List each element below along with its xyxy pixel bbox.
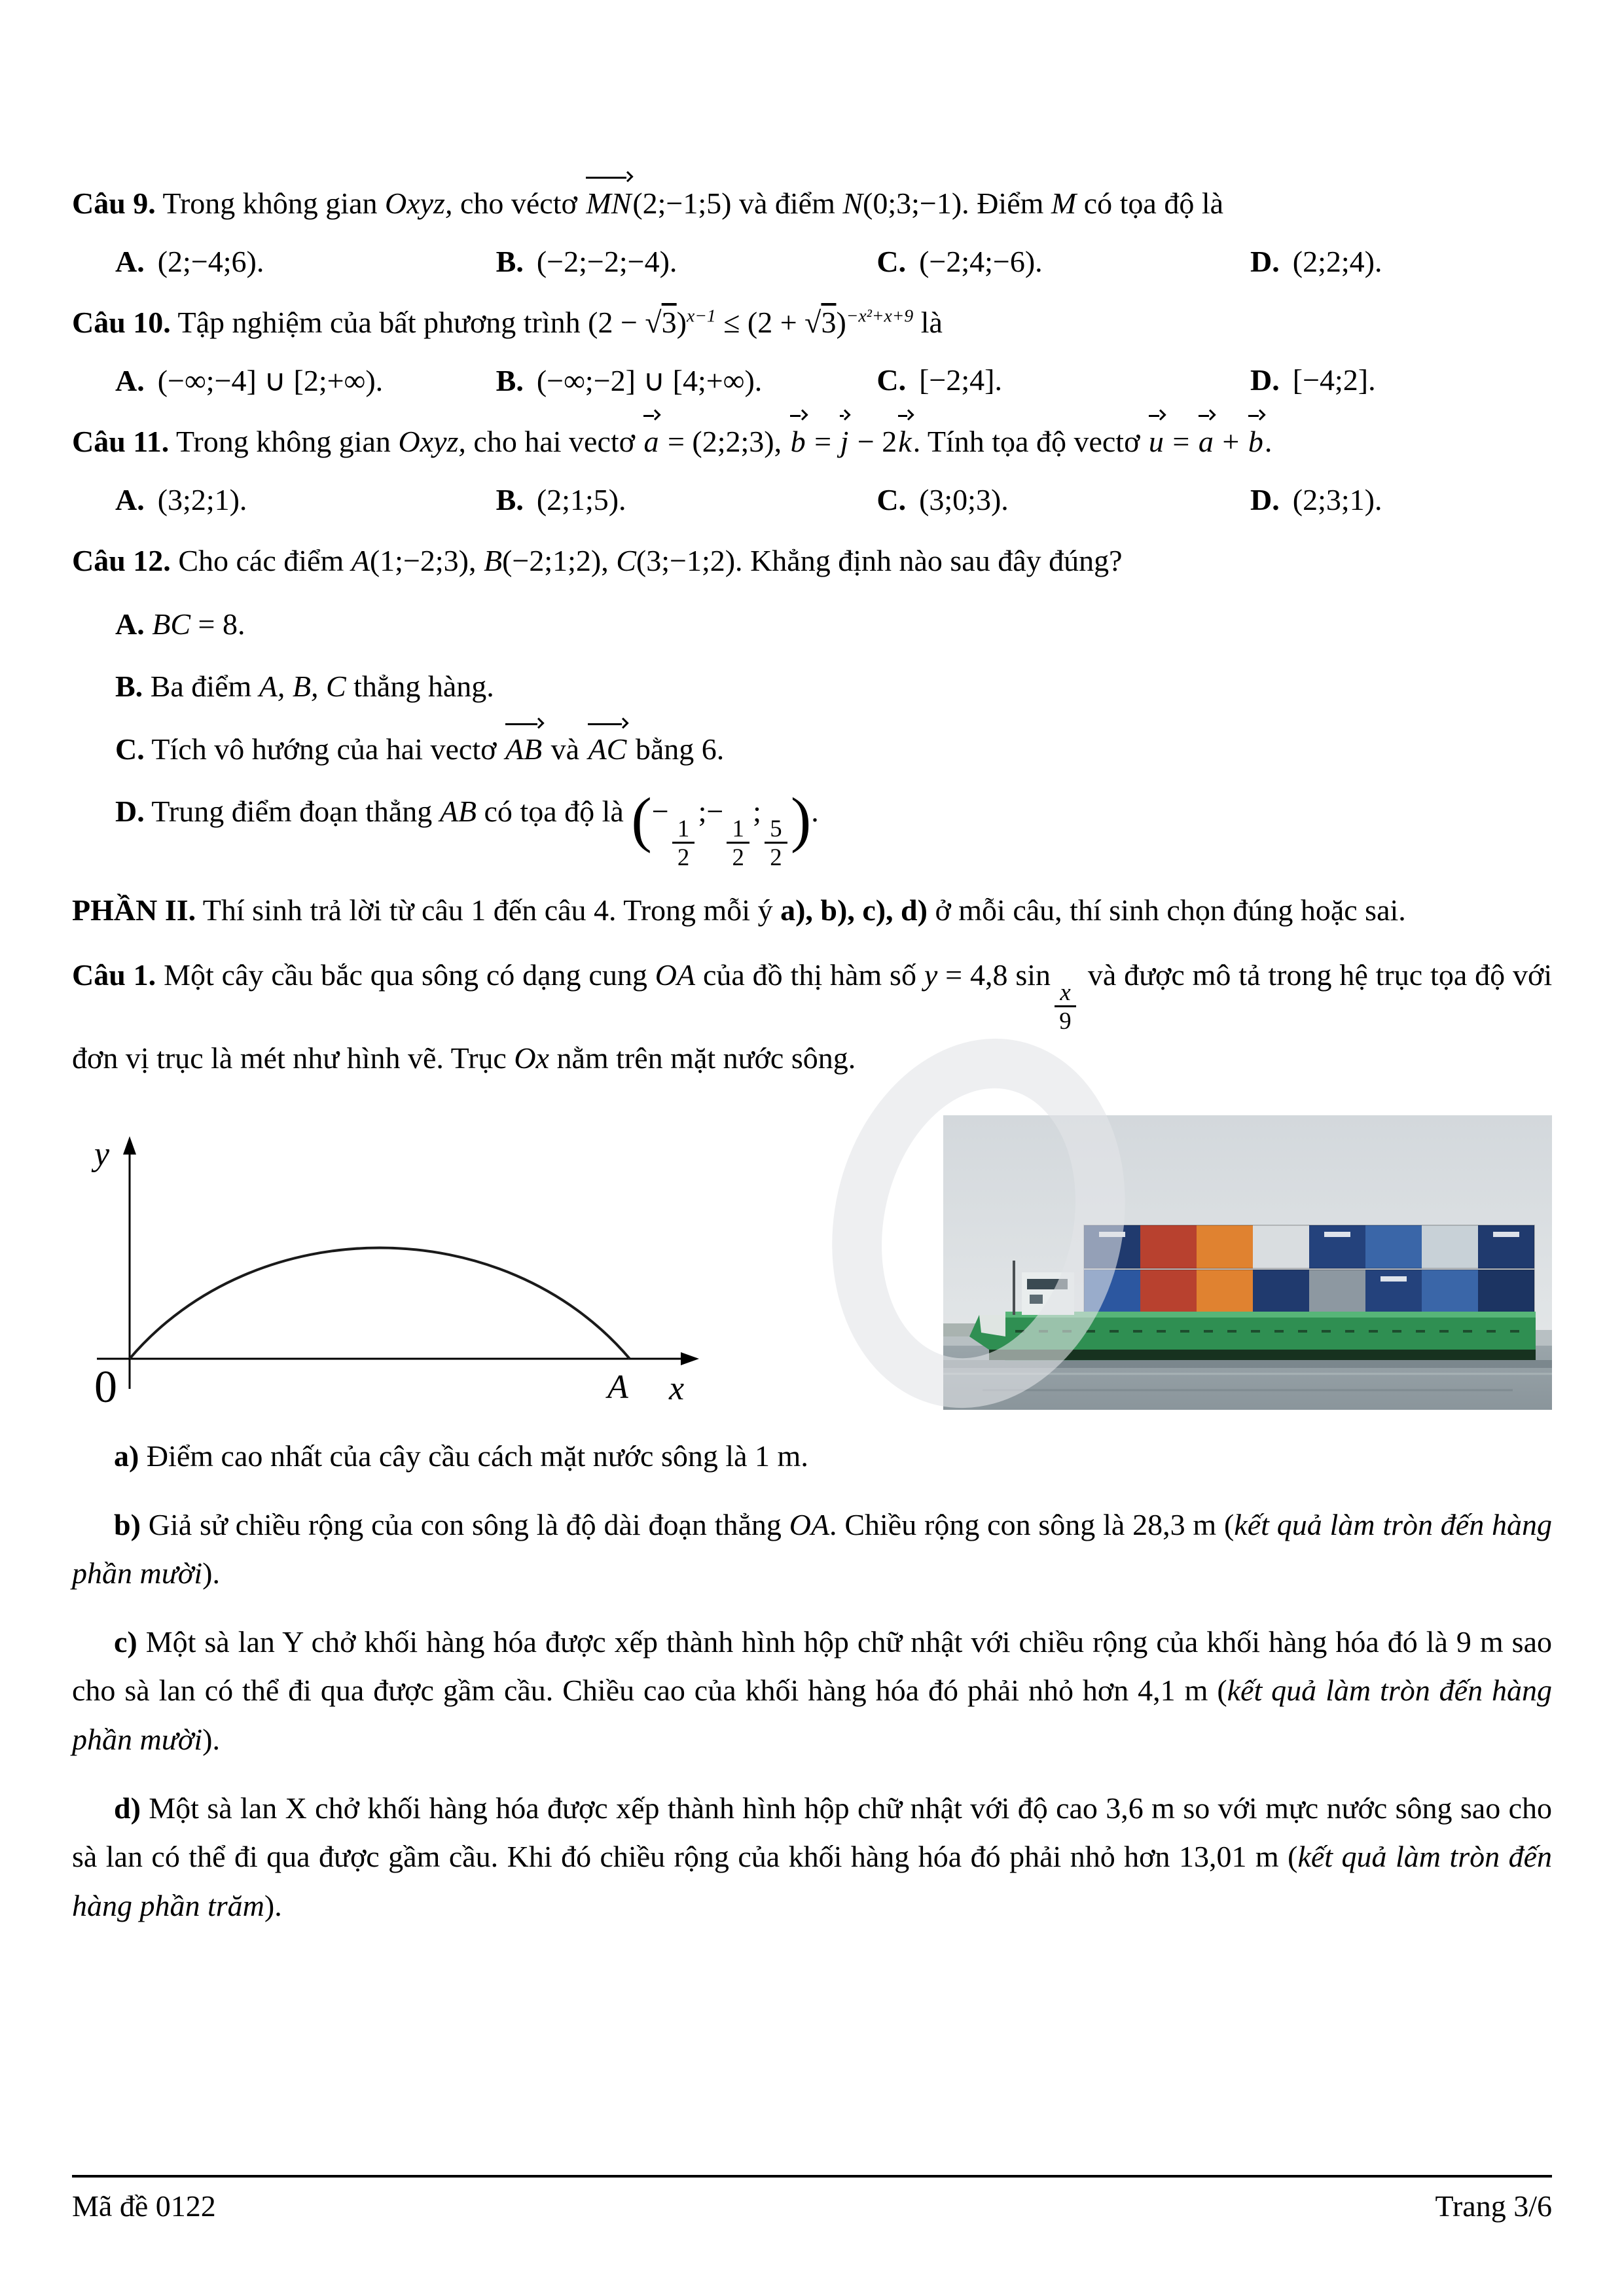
- q12-d-frac1-den: 2: [677, 843, 690, 870]
- footer-page-number: Trang 3/6: [1435, 2189, 1552, 2223]
- q11-option-c: [876, 482, 1250, 517]
- q11-option-a: [115, 482, 496, 517]
- q12-d-frac3-den: 2: [770, 843, 782, 870]
- q10-text-1: Tập nghiệm của bất phương trình: [177, 305, 581, 339]
- q11-text-8: =: [1172, 425, 1190, 459]
- q10-radicand-2: 3: [821, 305, 837, 339]
- q10-relation: ≤: [723, 305, 740, 339]
- question-10-options: [72, 363, 1552, 398]
- q11-option-d: [1250, 482, 1552, 517]
- bridge-arc-curve: [130, 1248, 630, 1359]
- q12-option-d-ab: AB: [439, 794, 477, 828]
- q12-d-sep-1: ;−: [698, 794, 724, 828]
- q9-option-c: [876, 244, 1250, 279]
- q11-text-1: Trong không gian: [175, 425, 391, 459]
- q10-text-2: là: [920, 305, 943, 339]
- statement-d-key: d): [114, 1791, 141, 1825]
- q10-option-a: [115, 363, 496, 398]
- q12-coords-c: (3;−1;2).: [636, 543, 743, 577]
- q11-option-d-key: D.: [1250, 482, 1280, 516]
- q10-base-2: (2 + √: [747, 305, 821, 339]
- q10-option-a-value: (−∞;−4] ∪ [2;+∞).: [157, 364, 384, 398]
- statement-a: [72, 1432, 1552, 1481]
- c1-formula-eq: = 4,8 sin: [945, 958, 1051, 992]
- q9-option-b-key: B.: [496, 244, 524, 278]
- q12-option-b-key: B.: [115, 670, 143, 704]
- part-2-label: PHẦN II.: [72, 893, 196, 927]
- q12-coords-b: (−2;1;2),: [502, 543, 609, 577]
- question-12-label: Câu 12.: [72, 543, 171, 577]
- container-barge-photo: [943, 1115, 1552, 1410]
- q10-option-a-key: A.: [115, 364, 145, 398]
- statement-b-key: b): [114, 1507, 141, 1541]
- question-9-options: [72, 244, 1552, 279]
- part2-question-1: [72, 951, 1552, 1083]
- q12-option-d-key: D.: [115, 794, 145, 828]
- q11-text-4: =: [814, 425, 832, 459]
- q12-d-fraction-1: [672, 815, 695, 870]
- statement-b-oa: OA: [789, 1507, 830, 1541]
- sine-bridge-graph: [72, 1128, 720, 1410]
- q9-text-5: có tọa độ là: [1083, 187, 1224, 220]
- q10-radicand-1: 3: [661, 305, 677, 339]
- q11-vector-k: k: [897, 418, 912, 467]
- statement-b-text-1: Giả sử chiều rộng của con sông là độ dài đoạn thẳng: [148, 1507, 782, 1541]
- q12-option-c-text-1: Tích vô hướng của hai vectơ: [151, 732, 497, 766]
- q11-text-9: +: [1222, 425, 1240, 459]
- q12-coords-a: (1;−2;3),: [369, 543, 477, 577]
- q12-d-frac2-den: 2: [732, 843, 744, 870]
- q9-option-a-value: (2;−4;6).: [157, 244, 264, 278]
- q10-option-b: [496, 363, 877, 398]
- q12-text-1: Cho các điểm: [178, 543, 344, 577]
- c1-text-1: Một cây cầu bắc qua sông có dạng cung: [164, 958, 647, 992]
- q11-option-b: [496, 482, 877, 517]
- q12-text-2: Khẳng định nào sau đây đúng?: [750, 543, 1123, 577]
- q10-option-d: [1250, 363, 1552, 398]
- q12-option-c-text-3: bằng 6.: [635, 732, 725, 766]
- q12-d-frac2-num: 1: [727, 815, 749, 844]
- y-axis-arrow-icon: [123, 1136, 136, 1155]
- q11-option-b-key: B.: [496, 482, 524, 516]
- question-10-label: Câu 10.: [72, 305, 171, 339]
- graph-a-label: A: [607, 1369, 628, 1407]
- q9-text-3: và điểm: [738, 187, 835, 220]
- q9-text-4: Điểm: [977, 187, 1044, 220]
- q10-option-c: [876, 363, 1250, 398]
- part-2-text-2: ở mỗi câu, thí sinh chọn đúng hoặc sai.: [935, 893, 1406, 927]
- q10-base-1: (2 − √: [588, 305, 662, 339]
- q12-option-c-key: C.: [115, 732, 145, 766]
- q11-option-c-key: C.: [876, 482, 907, 516]
- question-9-label: Câu 9.: [72, 187, 156, 220]
- q11-vector-b2: b: [1247, 418, 1265, 467]
- part-2-text-1: Thí sinh trả lời từ câu 1 đến câu 4. Trong mỗi ý: [202, 893, 773, 927]
- q12-option-a-key: A.: [115, 607, 145, 641]
- q11-oxyz: Oxyz,: [398, 425, 466, 459]
- statement-b: [72, 1501, 1552, 1598]
- q12-d-frac1-num: 1: [672, 815, 695, 844]
- q11-text-7: Tính tọa độ vectơ: [927, 425, 1140, 459]
- q9-option-d-value: (2;2;4).: [1292, 244, 1382, 278]
- q9-coords-n: (0;3;−1).: [863, 187, 969, 220]
- statement-c: [72, 1618, 1552, 1765]
- statement-b-italic: kết quả làm tròn đến hàng phần mười: [72, 1507, 1553, 1590]
- q12-option-b: [72, 663, 1552, 709]
- q11-text-2: cho hai vectơ: [473, 425, 635, 459]
- q9-option-a: [115, 244, 496, 279]
- c1-fraction: [1054, 978, 1077, 1034]
- q9-option-a-key: A.: [115, 244, 145, 278]
- q9-vector-mn: MN: [585, 179, 632, 228]
- statement-c-text-1: Một sà lan Y chở khối hàng hóa được xếp thành hình hộp chữ nhật với chiều rộng của khối hàng hóa đó là 9 m sao cho sà lan có thể đi qua được gầm cầu. Chiều cao của khối hàng hóa đó phải nhỏ hơn 4,1 m (: [72, 1624, 1552, 1708]
- q12-point-c: C: [616, 543, 636, 577]
- question-10: [72, 298, 1552, 348]
- question-12: [72, 537, 1552, 586]
- c1-text-4: nằm trên mặt nước sông.: [556, 1041, 856, 1075]
- q12-option-d-coords: [631, 785, 819, 870]
- q9-oxyz: Oxyz,: [384, 187, 453, 220]
- q9-option-b: [496, 244, 877, 279]
- question-11-options: [72, 482, 1552, 517]
- q12-option-a: [72, 601, 1552, 647]
- q10-base-2-close: ): [836, 305, 846, 339]
- q12-d-sep-2: ;: [753, 794, 761, 828]
- q11-vector-a: a: [642, 418, 660, 467]
- q9-text-2: cho véctơ: [460, 187, 577, 220]
- q11-text-6: .: [912, 425, 921, 459]
- q10-exponent-2: −x²+x+9: [846, 305, 914, 326]
- statement-c-key: c): [114, 1624, 137, 1659]
- q9-point-m: M: [1051, 187, 1077, 220]
- statement-c-italic: kết quả làm tròn đến hàng phần mười: [72, 1674, 1552, 1756]
- question-9: [72, 179, 1552, 228]
- c1-fraction-num: x: [1055, 978, 1076, 1007]
- q9-option-c-key: C.: [876, 244, 907, 278]
- q12-option-a-math: BC: [152, 607, 191, 641]
- q10-option-d-key: D.: [1250, 363, 1280, 397]
- q11-text-3: = (2;2;3),: [667, 425, 782, 459]
- q10-base-1-close: ): [676, 305, 687, 339]
- q12-d-minus: −: [651, 794, 669, 828]
- c1-oa: OA: [655, 958, 696, 992]
- barge-hull: [969, 1312, 1536, 1361]
- c1-text-2: của đồ thị hàm số: [702, 958, 916, 992]
- statement-b-text-3: ).: [202, 1556, 220, 1590]
- statement-d: [72, 1784, 1552, 1931]
- q11-vector-u: u: [1147, 418, 1165, 467]
- c1-formula-y: y: [924, 958, 938, 992]
- q10-option-c-key: C.: [876, 363, 907, 397]
- statement-c-text-2: ).: [202, 1723, 220, 1756]
- q9-option-d: [1250, 244, 1552, 279]
- q11-text-5: − 2: [857, 425, 897, 459]
- q11-option-a-key: A.: [115, 482, 145, 516]
- graph-y-label: y: [94, 1136, 110, 1174]
- q12-option-b-text-2: thẳng hàng.: [353, 670, 494, 704]
- statement-b-text-2: . Chiều rộng con sông là 28,3 m (: [829, 1507, 1235, 1541]
- q12-option-b-math: A, B, C: [259, 670, 346, 704]
- q12-d-close-paren: ): [790, 785, 812, 854]
- q12-d-end: .: [811, 794, 819, 828]
- q12-d-fraction-2: [727, 815, 749, 870]
- q11-option-b-value: (2;1;5).: [536, 482, 626, 516]
- q12-vector-ab: AB: [504, 726, 543, 772]
- part2-q1-label: Câu 1.: [72, 958, 156, 992]
- c1-text-3: và được mô tả trong hệ trục tọa độ với đơn vị trục là mét như hình vẽ. Trục: [72, 958, 1553, 1075]
- question-11-label: Câu 11.: [72, 425, 170, 459]
- q9-text-1: Trong không gian: [162, 187, 378, 220]
- c1-formula: [924, 958, 1080, 1034]
- q12-d-open-paren: (: [631, 785, 652, 854]
- q12-point-b: B: [483, 543, 503, 577]
- q10-option-c-value: [−2;4].: [919, 363, 1002, 397]
- q12-d-fraction-3: [765, 815, 787, 870]
- q11-option-d-value: (2;3;1).: [1292, 482, 1382, 516]
- barge-containers: [1084, 1225, 1534, 1313]
- statement-d-text-2: ).: [264, 1888, 282, 1922]
- q10-option-b-key: B.: [496, 364, 524, 398]
- figure-row: [72, 1115, 1552, 1410]
- q12-point-a: A: [351, 543, 370, 577]
- q10-option-b-value: (−∞;−2] ∪ [4;+∞).: [536, 364, 763, 398]
- c1-ox: Ox: [514, 1041, 549, 1075]
- q9-option-d-key: D.: [1250, 244, 1280, 278]
- q12-option-b-text-1: Ba điểm: [150, 670, 252, 704]
- q9-coords-mn: (2;−1;5): [632, 187, 732, 220]
- q11-text-10: .: [1264, 425, 1272, 459]
- q11-vector-a2: a: [1197, 418, 1215, 467]
- q10-exponent-1: x−1: [687, 305, 716, 326]
- q9-point-n: N: [842, 187, 863, 220]
- q11-option-c-value: (3;0;3).: [919, 482, 1009, 516]
- x-axis-arrow-icon: [681, 1352, 699, 1365]
- q11-vector-j: j: [839, 418, 850, 467]
- q11-option-a-value: (3;2;1).: [157, 482, 247, 516]
- part-2-header: [72, 886, 1552, 935]
- q12-option-d-text-2: có tọa độ là: [484, 794, 624, 828]
- q12-vector-ac: AC: [587, 726, 628, 772]
- footer-exam-code: Mã đề 0122: [72, 2189, 216, 2223]
- statement-a-text: Điểm cao nhất của cây cầu cách mặt nước sông là 1 m.: [146, 1439, 808, 1473]
- page-footer: [72, 2175, 1552, 2224]
- question-11: [72, 418, 1552, 467]
- graph-origin-label: 0: [94, 1362, 117, 1410]
- q12-d-frac3-num: 5: [765, 815, 787, 844]
- q9-option-c-value: (−2;4;−6).: [919, 244, 1043, 278]
- q12-option-c-text-2: và: [550, 732, 580, 766]
- q10-formula: [588, 306, 913, 339]
- q12-option-d-text-1: Trung điểm đoạn thẳng: [151, 794, 433, 828]
- q10-option-d-value: [−4;2].: [1292, 363, 1376, 397]
- q12-option-c: [72, 726, 1552, 772]
- statement-a-key: a): [114, 1439, 139, 1473]
- graph-x-label: x: [669, 1370, 685, 1408]
- q9-option-b-value: (−2;−2;−4).: [536, 244, 677, 278]
- q11-vector-b: b: [789, 418, 807, 467]
- statement-d-text-1: Một sà lan X chở khối hàng hóa được xếp thành hình hộp chữ nhật với độ cao 3,6 m so với mực nước sông sao cho sà lan có thể đi qua được gầm cầu. Khi đó chiều rộng của khối hàng hóa đó phải nhỏ hơn 13,01 m (: [72, 1791, 1552, 1874]
- statement-d-italic: kết quả làm tròn đến hàng phần trăm: [72, 1840, 1552, 1922]
- exam-page-content: [72, 164, 1552, 1950]
- q12-option-d: [72, 785, 1552, 870]
- q12-option-a-rest: = 8.: [198, 607, 245, 641]
- c1-fraction-den: 9: [1059, 1007, 1072, 1034]
- part-2-bold-items: a), b), c), d): [780, 893, 928, 927]
- barge-reflection: [943, 1360, 1552, 1368]
